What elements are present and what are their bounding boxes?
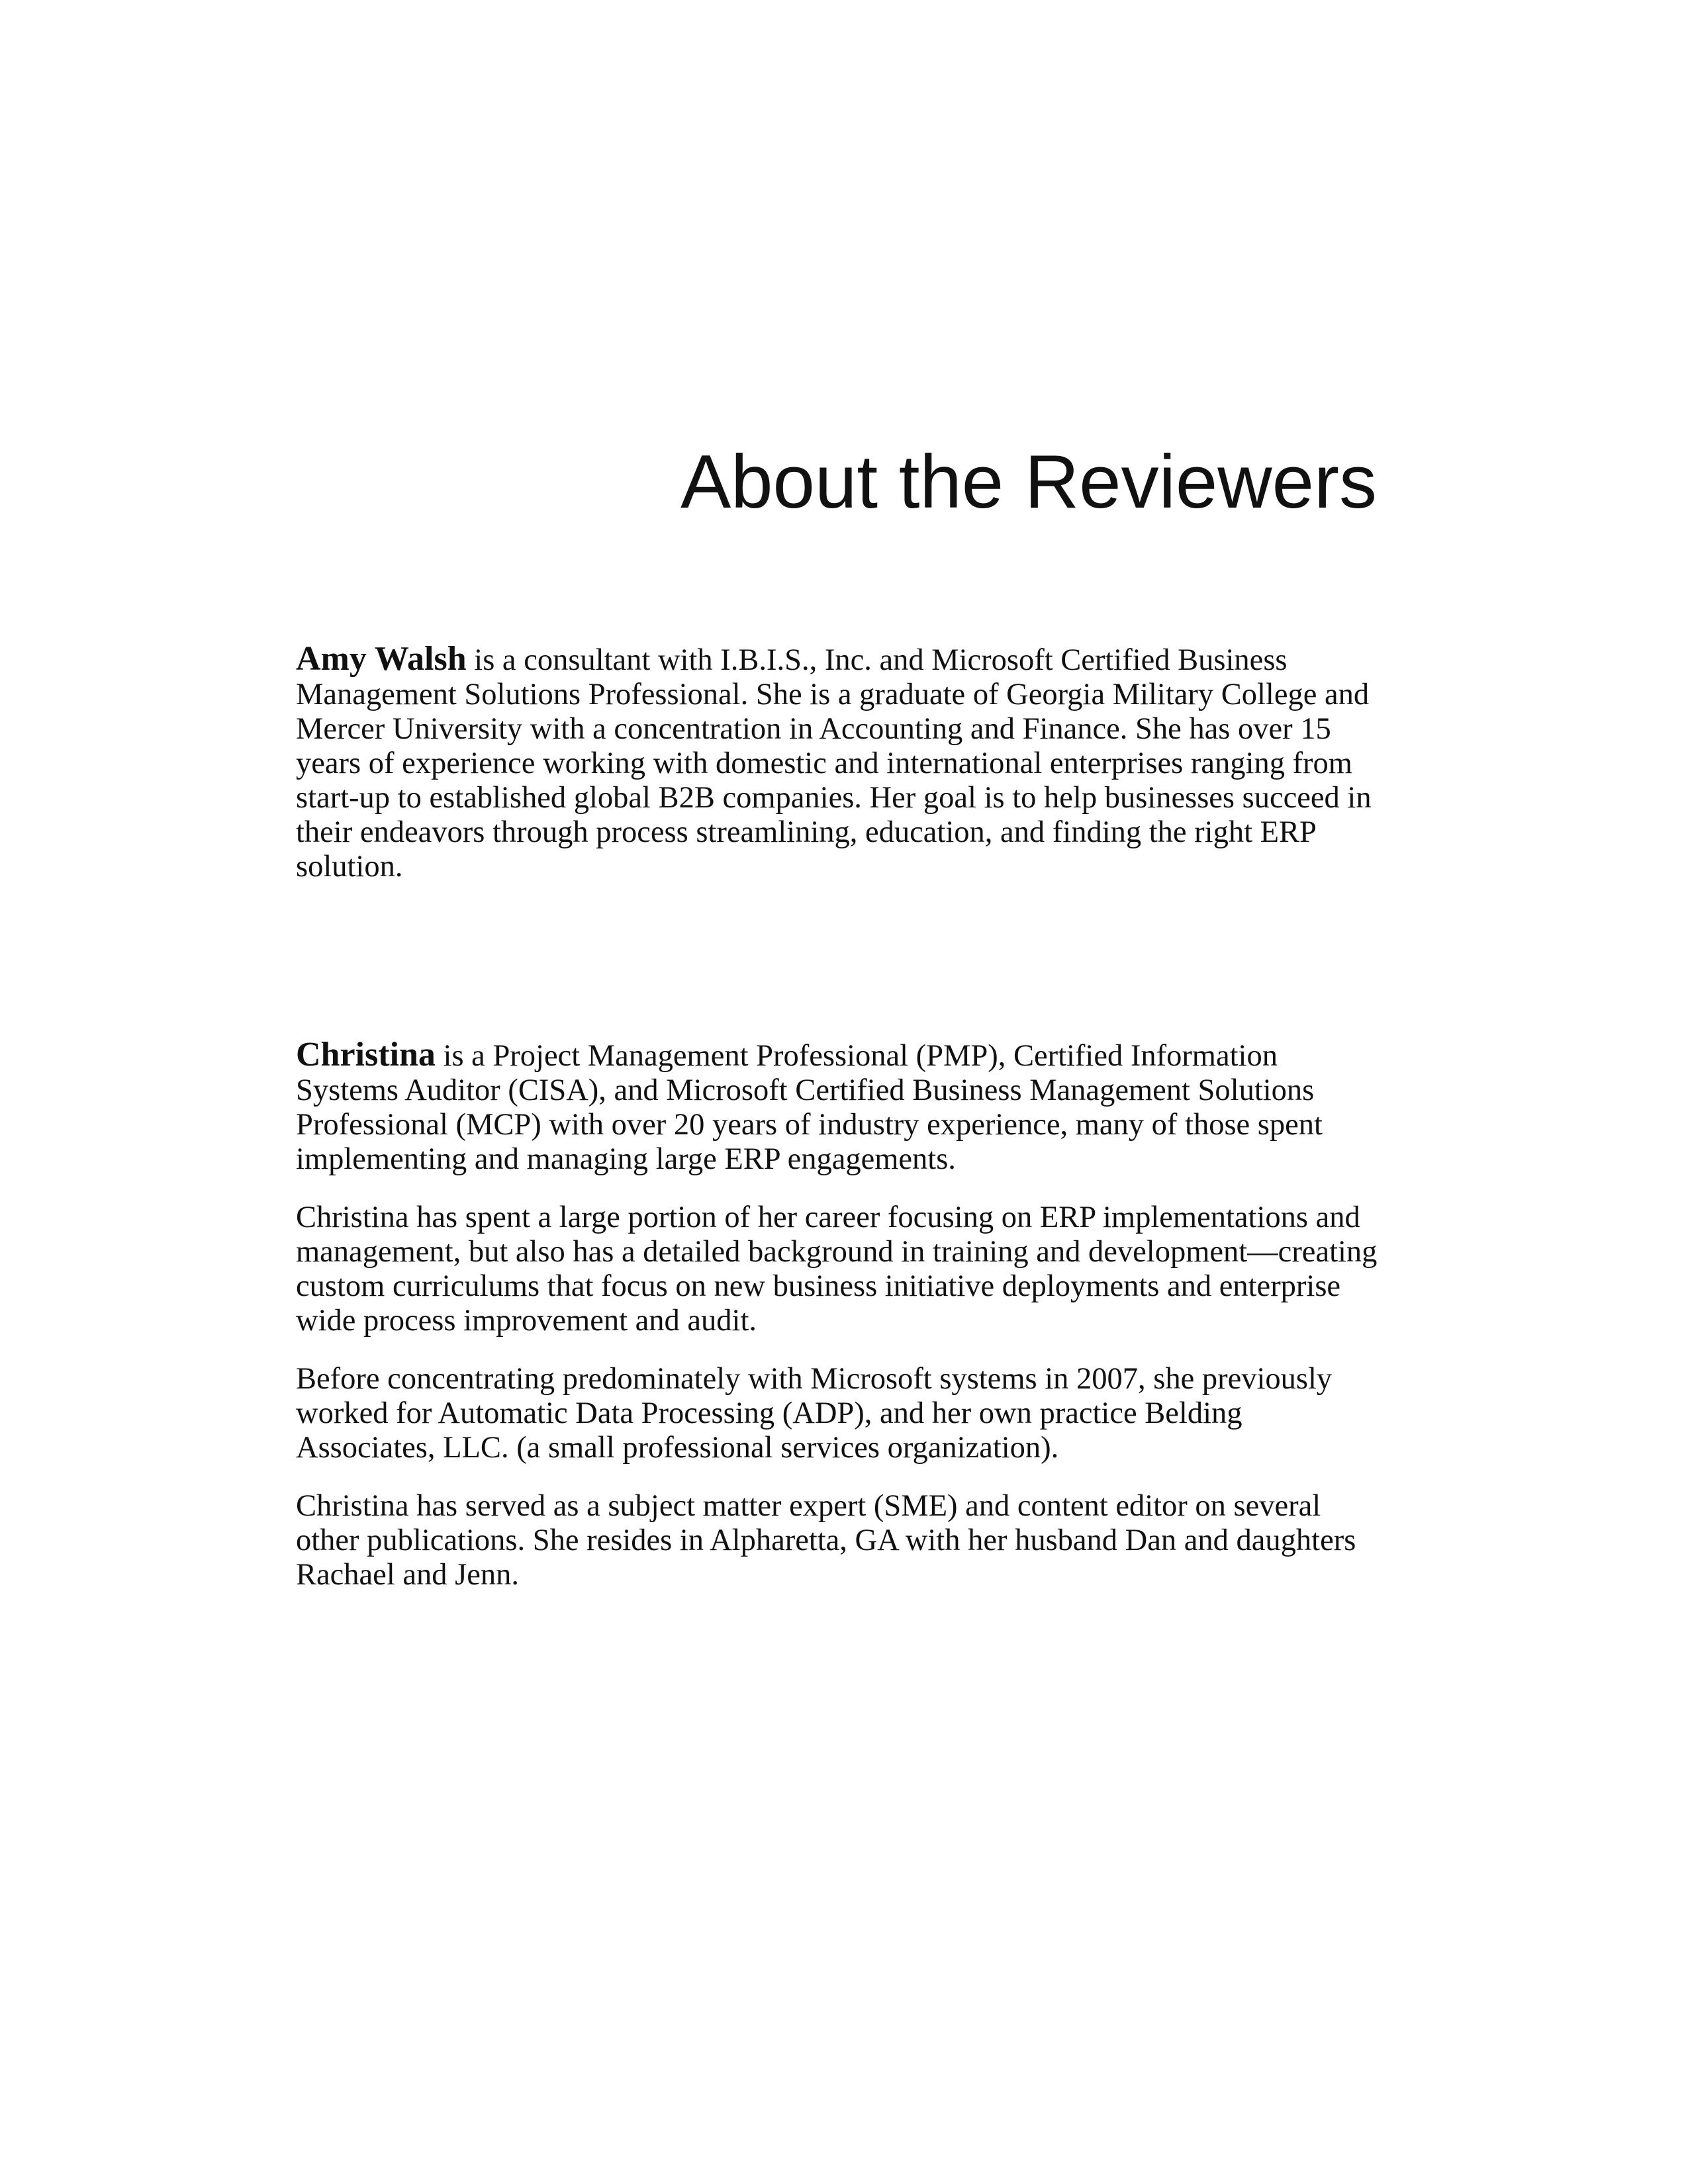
reviewer-bio-amy-walsh bbox=[296, 642, 1382, 908]
bio-paragraph: Christina has served as a subject matter expert (SME) and content editor on several other publications. She resides in Alpharetta, GA with her husband Dan and daughters Rachael and Jenn. bbox=[296, 1489, 1356, 1592]
bio-paragraph bbox=[296, 642, 1382, 884]
bio-paragraph: Before concentrating predominately with Microsoft systems in 2007, she previously worked for Automatic Data Processing (ADP), and her own practice Belding Associates, LLC. (a small professional services organization). bbox=[296, 1362, 1333, 1465]
bio-paragraph: Christina has spent a large portion of her career focusing on ERP implementations and management, but also has a detailed background in training and development—creating custom curriculums that focus on new business initiative deployments and enterprise wide process improvement and audit. bbox=[296, 1201, 1378, 1338]
reviewer-name: Christina bbox=[296, 1036, 436, 1073]
bio-paragraph bbox=[296, 1038, 1382, 1177]
reviewer-bio-christina bbox=[296, 1038, 1382, 1616]
bio-text: is a consultant with I.B.I.S., Inc. and Microsoft Certified Business Management Solutions Professional. She is a graduate of Georgia Military College and Mercer University with a concentration in Accounting and Finance. She has over 15 years of experience working with domestic and international enterprises ranging from start-up to established global B2B companies. Her goal is to help businesses succeed in their endeavors through process streamlining, education, and finding the right ERP solution. bbox=[296, 643, 1372, 884]
reviewer-name: Amy Walsh bbox=[296, 640, 467, 678]
bio-text: is a Project Management Professional (PMP), Certified Information Systems Auditor (CISA), and Microsoft Certified Business Management Solutions Professional (MCP) with over 20 years of industry experience, many of those spent implementing and managing large ERP engagements. bbox=[296, 1039, 1323, 1176]
page-title: About the Reviewers bbox=[680, 440, 1377, 524]
